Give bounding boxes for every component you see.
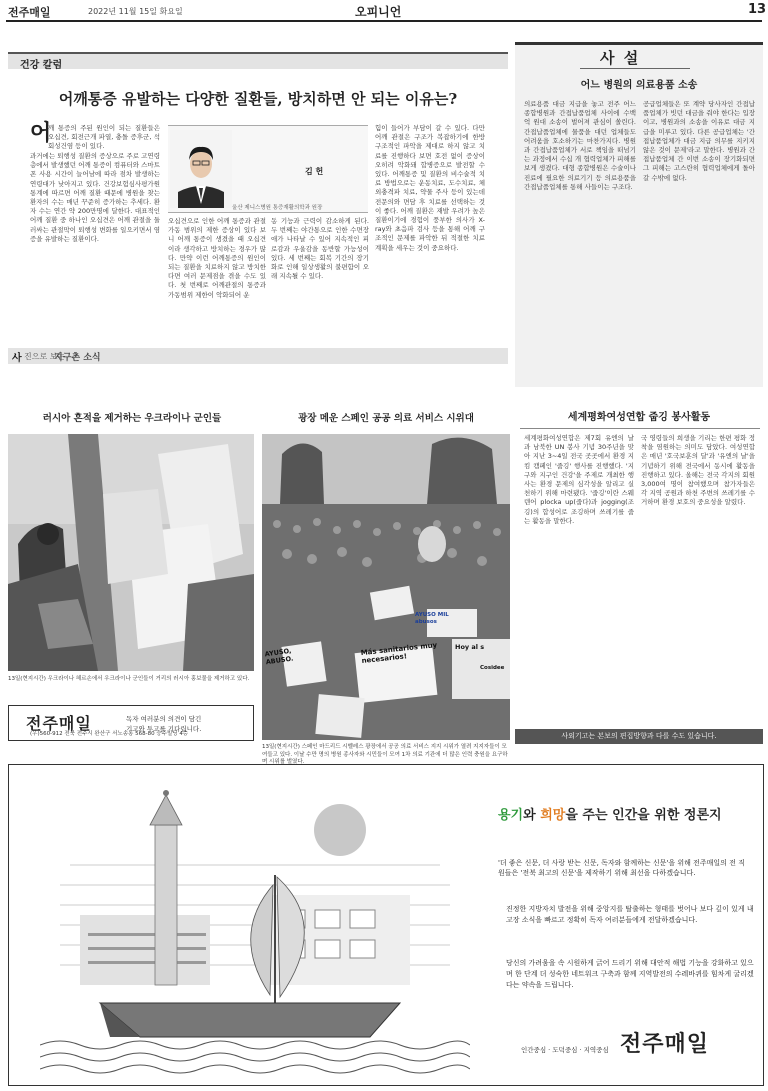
masthead [0,0,768,22]
author-name: 김 헌 [305,167,324,176]
ad-paragraph-1: '더 좋은 신문, 더 사랑 받는 신문, 독자와 함께하는 신문'을 위해 전주매일의 전 직원들은 '전북 최고의 신문'을 제작하기 위해 최선을 다하겠습니다. [498,859,745,877]
health-text-col4: 힘이 들어가 부담이 갈 수 있다. 다만 어깨 관절은 구조가 복잡하기에 한방 구조적인 파악을 제대로 하지 않고 치료를 진행하다 보면 호전 없이 증상이 오히려 악화돼 합병증으로 발전할 수 있다. 어깨통증 및 질환의 비수술적 치료 방법으로는 운동치료, 도수치료, 체외충격파 치료, 약물 주사 등이 있는데 전문의와 면담 후 치료를 선택하는 것이 좋다. 어깨 질환은 재발 우려가 높은 질환이기에 경험이 풍부한 의사가 X-ray와 초음파 검사 등을 통해 어깨 구조적인 문제를 파악한 뒤 적절한 치료 계획을 세우는 것이 중요하다. [375,124,485,252]
masthead-date: 2022년 11월 15일 화요일 [88,7,183,16]
photo1-caption: 13일(현지시간) 우크라이나 헤르손에서 우크라이나 군인들이 거리의 러시아 홍보물을 제거하고 있다. [8,676,250,682]
promo-text-line1: 독자 여러분의 의견이 담긴 [126,715,202,723]
ad-slogan-word-hope: 희망 [540,808,566,823]
section-title: 오피니언 [355,5,402,19]
protest-sign-3: AYUSO MIL abusos [415,612,449,625]
health-column-label: 건강 칼럼 [20,60,63,71]
masthead-logo: 전주매일 [8,6,51,19]
editorial-text-col1: 의료용품 대금 지급을 놓고 전주 어느 종합병원과 간접납품업체 사이에 수백억 원대 소송이 벌어져 관심이 쏠린다. 간접납품업체에 물품을 대던 업체들도 어려움을 호소하기는 마찬가지다. 병원과 간접납품업체가 서로 책임을 떠넘기는 과정에서 수십 개 협력업체가 피해를 보게 생겼다. 대형 종합병원은 수술이나 진료에 필요한 의료기기 등 의료용품을 간접납품업체를 통해 사들이는 구조다. [524,100,636,191]
protest-sign-2: AYUSO, ABUSO. [264,646,294,667]
photo-spain-protest [262,434,510,740]
protest-sign-5: Cosidee [480,665,505,671]
photo-news-header-title: 지구촌 소식 [54,353,101,363]
health-text-col1b: 과거에는 퇴행성 질환의 증상으로 주로 고연령층에서 발생했던 어깨 통증이 컴퓨터와 스마트폰 사용 시간이 늘어남에 따라 점차 발생하는 연령대가 낮아지고 있다. 건강보험심사평가원 통계에 따르면 어깨 질환 때문에 병원을 찾는 환자의 수는 매년 꾸준히 증가하는 추세다. 환자 수는 연간 약 200만명에 달한다. 대표적인 어깨 질환 중 하나인 오십견은 어깨 관절을 둘러싸는 관절막이 퇴행성 변화를 일으키면서 염증을 유발하는 질환이다. [30,152,160,243]
ad-slogan [498,804,722,823]
health-text-col1: 깨 통증의 주된 원인이 되는 질환들은 오십견, 회전근개 파열, 충돌 증후군, 석회성건염 등이 있다. [48,124,160,151]
editorial-text-col2: 공급업체들은 또 계약 당사자인 간접납품업체가 빗던 대금을 줘야 한다는 입장이고, 병원과의 소송을 이유로 대금 지급을 미루고 있다. 다른 공급업체는 '간접납품업체가 대금 지급 의무를 지키지 않은 것이 문제'라고 말한다. 병원과 간접납품업체 간 이번 소송이 장기화되면 그 피해는 고스란히 협력업체에게 돌아갈 수밖에 없다. [643,100,755,182]
ad-paragraph-2: 진정한 지방자치 발전을 위해 중앙지를 탈출하는 형태를 벗어나 보다 깊이 있게 내 고장 소식을 빠르고 정확히 독자 여러분들에게 전달하겠습니다. [506,905,754,924]
health-text-col2: 오십견으로 인한 어깨 통증과 관절 가동 범위의 제한 증상이 있다 보니 어깨 통증이 생겼을 때 오십견이라 생각하고 방치하는 경우가 많다. 만약 이런 어깨통증의 원인이 되는 질환을 치료하지 않고 방치한다면 여러 문제점을 겪을 수도 있다. 첫 번째로 어깨관절의 통증과 가동범위 제한이 악화되어 운 [168,217,266,299]
photo-news-header-first: 사 [12,353,22,364]
ad-slogan-part2: 와 [523,808,541,823]
editorial-label: 사 설 [600,49,641,67]
volunteer-headline: 세계평화여성연합 줍깅 봉사활동 [567,412,711,423]
ad-slogan-word-courage: 용기 [498,808,524,823]
page-number: 13 [748,2,767,17]
protest-sign-1: Más sanitarios muy necesarios! [360,641,438,666]
ad-logo: 전주매일 [620,1031,710,1057]
photo-news-header-rest: 진으로 보는 [24,352,66,361]
photo2-title: 광장 메운 스페인 공공 의료 서비스 시위대 [298,413,474,424]
promo-text-line2: 기고와 투고를 기다립니다. [126,725,202,733]
volunteer-text-col1: 세계평화여성연합은 제7회 유엔의 날과 남북한 UN 봉사 기념 30주년을 맞아 지난 3~4일 전국 곳곳에서 환경 지킴 캠페인 '줍깅' 행사를 진행했다. '지구와 지구인 건강'을 주제로 개최한 행사는 환경 문제의 심각성을 알리고 실천하기 위해 마련됐다. '줍깅'이란 스웨덴어 plocka up(줍다)과 jogging(조깅)의 합성어로 조깅하며 쓰레기를 줍는 활동을 말한다. [524,434,634,525]
volunteer-text-col2: 국 영령들의 희생을 기리는 한편 평화 정착을 염원하는 의미도 담았다. 여성연합은 매년 '호국보훈의 달'과 '유엔의 날'을 기념하기 위해 전국에서 동시에 활동을 진행하고 있다. 올해는 전국 각지의 회원 3,000여 명이 참여했으며 참가자들은 각 지역 공원과 하천 주변의 쓰레기를 수거하며 환경 보호의 중요성을 알렸다. [641,434,755,507]
author-affiliation: 울산 제니스병원 통증재활의학과 원장 [232,205,323,211]
volunteer-rule [520,428,760,429]
ad-illustration-ship [40,775,470,1080]
promo-address: (우)560-912 전북 전주시 완산구 서노송동 568-80 승주빌딩 4층 [30,731,189,737]
photo2-caption: 13일(현지시간) 스페인 마드리드 시벨레스 광장에서 공공 의료 서비스 지지 시위가 열려 지지자들이 모여들고 있다. 이날 수만 명의 병원 종사자와 시민들이 모여 1차 의료 기관에 더 많은 인력 충원을 요구하며 시위를 벌였다. [262,744,508,765]
ad-slogan-part4: 을 주는 인간을 위한 정론지 [565,808,722,823]
health-text-col3: 동 기능과 근력이 감소하게 된다. 두 번째는 야간통으로 인한 수면장애가 나타날 수 있어 지속적인 피로감과 우울감을 동반할 가능성이 있다. 세 번째는 회복 기간의 장기화로 인해 일상생활의 불편함이 오래 지속될 수 있다. [271,217,369,281]
photo1-title: 러시아 흔적을 제거하는 우크라이나 군인들 [42,413,222,424]
ad-paragraph-3: 당신의 가려움을 속 시원하게 긁어 드리기 위해 대안적 해법 기능을 강화하고 있으며 한 단계 더 성숙한 네트워크 구축과 함께 지역발전의 수레바퀴를 힘차게 굴리겠다는 약속을 드립니다. [506,959,754,989]
photo-news-header [8,348,508,364]
promo-logo: 전주매일 [26,714,92,733]
health-headline: 어깨통증 유발하는 다양한 질환들, 방치하면 안 되는 이유는? [58,90,458,108]
photo-ukraine-soldiers [8,434,254,671]
protest-sign-4: Hoy al s [455,643,485,651]
author-photo [170,130,232,208]
editorial-headline: 어느 병원의 의료용품 소송 [580,80,698,91]
editorial-rule [580,68,690,69]
health-column-header [8,52,508,69]
health-dropcap: 어 [30,120,52,146]
ad-subtext: 인간중심 · 도덕중심 · 지역중심 [521,1046,609,1054]
disclaimer-bar: 사외기고는 본보의 편집방향과 다를 수도 있습니다. [515,729,763,744]
masthead-rule [6,20,762,22]
